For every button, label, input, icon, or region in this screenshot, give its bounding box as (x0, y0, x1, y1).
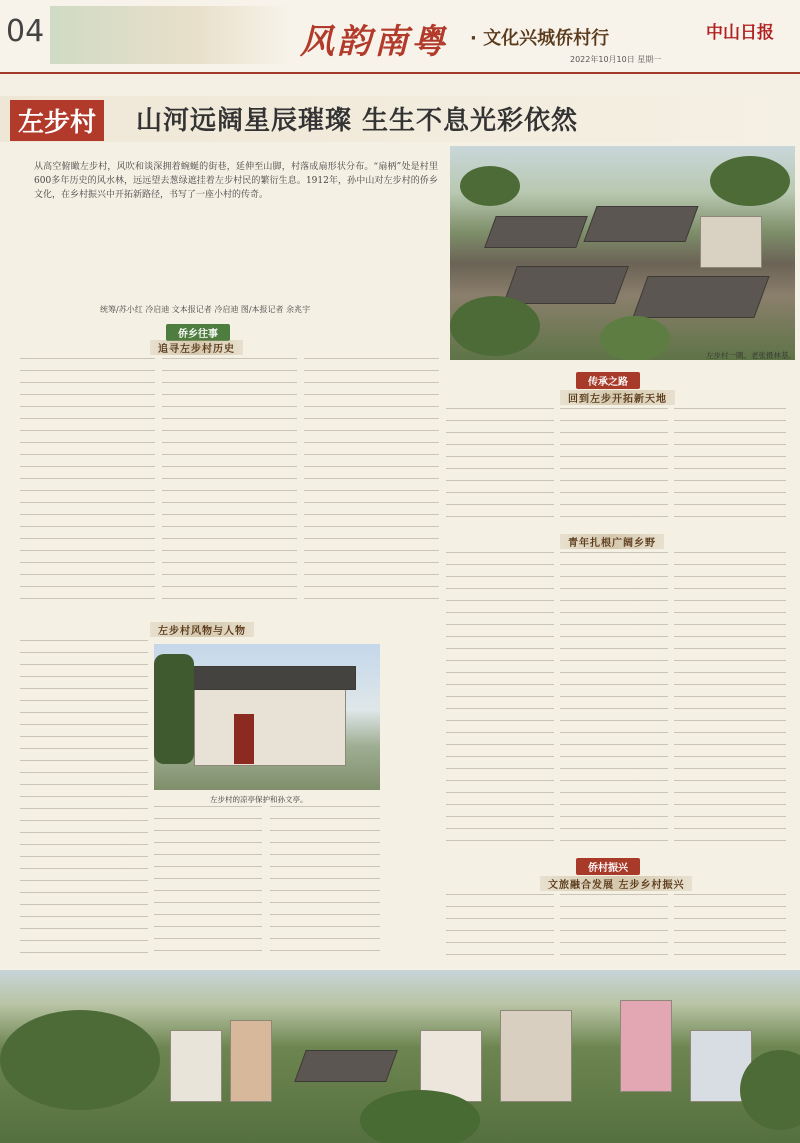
tree (460, 166, 520, 206)
building (230, 1020, 272, 1102)
bottom-tag: 侨村振兴 (576, 858, 640, 875)
newspaper-name: 中山日报 (706, 23, 774, 43)
roof (294, 1050, 398, 1082)
subhead-youth: 青年扎根广阔乡野 (560, 534, 664, 549)
building (620, 1000, 672, 1092)
top-photo-caption: 左步村一隅。老张摄林基。 (706, 351, 796, 360)
pavilion-photo (154, 644, 380, 790)
article-column (154, 806, 262, 960)
article-column (674, 894, 786, 966)
headline-title: 山河远阔星辰璀璨 生生不息光彩依然 (136, 106, 579, 136)
page-number: 04 (6, 14, 45, 49)
roof (484, 216, 588, 248)
article-column (560, 408, 668, 528)
tree (710, 156, 790, 206)
tree (600, 316, 670, 360)
mid-photo-caption: 左步村的凉亭保护和孙文亭。 (210, 795, 308, 804)
header-landscape-banner (50, 6, 290, 64)
section-subtitle: · 文化兴城侨村行 (470, 28, 610, 49)
subhead-return: 回到左步开拓新天地 (560, 390, 675, 405)
roof (583, 206, 698, 242)
subhead-tourism: 文旅融合发展 左步乡村振兴 (540, 876, 692, 891)
article-column (270, 806, 380, 960)
intro-paragraph: 从高空俯瞰左步村，风吹和谈深拥着蜿蜒的街巷，延伸至山脚，村落成扇形状分布。“扇柄”处是村里600多年历史的风水林，远远望去葱绿遮挂着左步村民的繁衍生息。1912年，孙中山对左步村的侨乡文化，在乡村振兴中开拓新路径，书写了一座小村的传奇。 (34, 162, 438, 200)
building (500, 1010, 572, 1102)
article-column (20, 640, 148, 960)
pavilion-wall (194, 684, 346, 766)
subhead-history: 追寻左步村历史 (150, 340, 243, 355)
byline-credits: 统筹/苏小红 冷启迪 文本报记者 冷启迪 图/本报记者 余兆宇 (100, 305, 311, 314)
door (234, 714, 254, 764)
left-tag: 侨乡往事 (166, 324, 230, 341)
article-column (446, 408, 554, 528)
building (700, 216, 762, 268)
article-column (20, 358, 155, 608)
article-column (162, 358, 297, 608)
article-column (560, 552, 668, 852)
tree (450, 296, 540, 356)
tree (154, 654, 194, 764)
article-column (560, 894, 668, 966)
subhead-culture: 左步村风物与人物 (150, 622, 254, 637)
tree (360, 1090, 480, 1143)
pavilion-roof (184, 666, 356, 690)
article-column (304, 358, 439, 608)
dateline: 2022年10月10日 星期一 (570, 55, 662, 64)
tree (0, 1010, 160, 1110)
article-column (446, 552, 554, 852)
article-column (446, 894, 554, 966)
village-panorama-photo (0, 970, 800, 1143)
village-aerial-photo (450, 146, 795, 360)
headline-place: 左步村 (10, 100, 104, 141)
article-column (674, 552, 786, 852)
article-column (674, 408, 786, 528)
roof (503, 266, 629, 304)
right-tag: 传承之路 (576, 372, 640, 389)
section-title: 风韵南粤 (300, 22, 448, 62)
roof (632, 276, 769, 318)
building (170, 1030, 222, 1102)
